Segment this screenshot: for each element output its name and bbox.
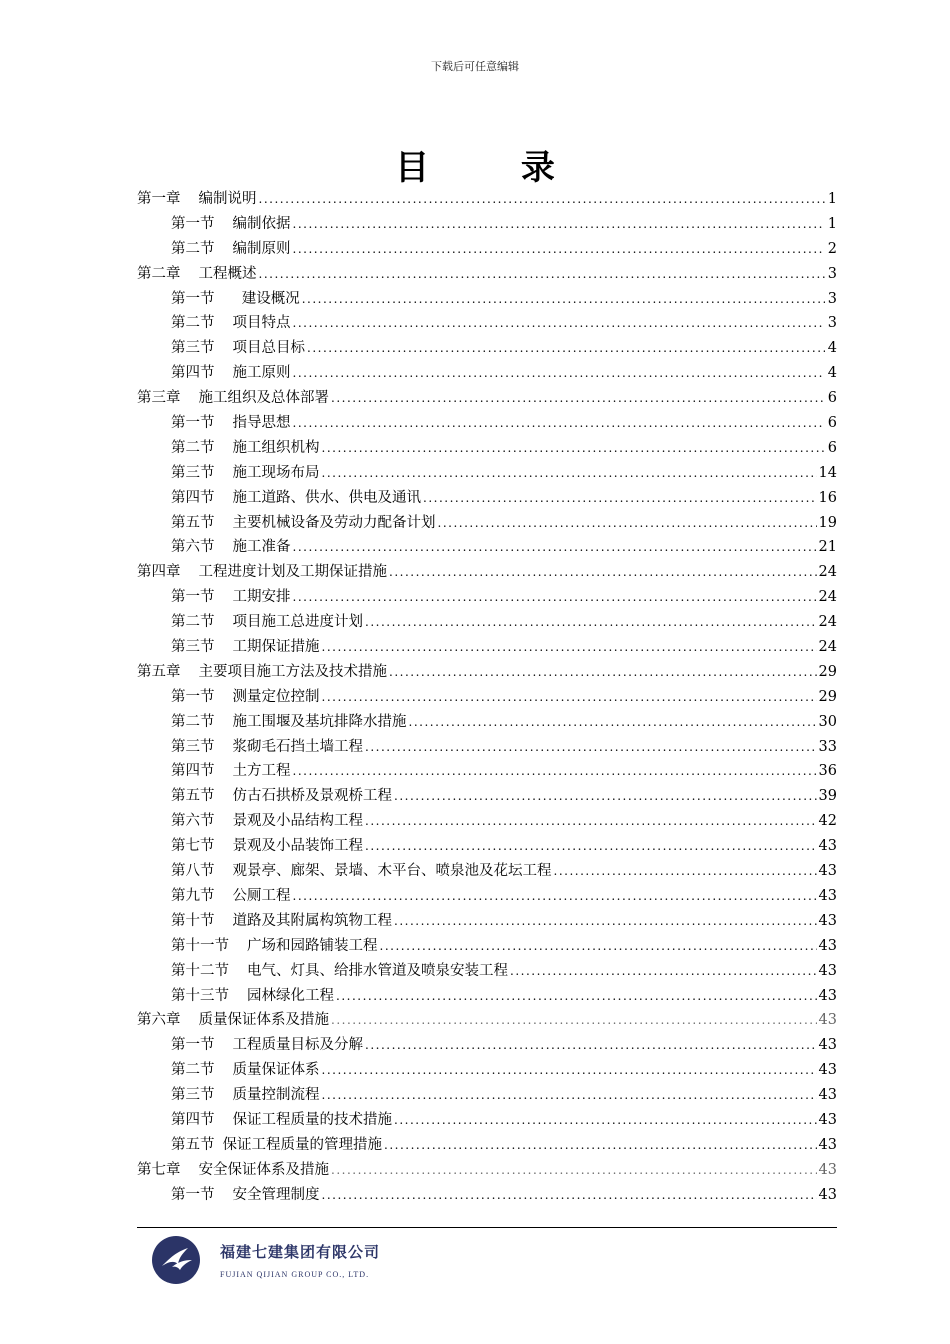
toc-chapter-row[interactable]	[137, 660, 837, 685]
toc-entry-label	[171, 1083, 320, 1104]
toc-entry-title: 施工组织机构	[232, 439, 320, 456]
toc-dot-leader	[365, 839, 817, 853]
toc-dot-leader	[322, 1063, 817, 1077]
toc-entry-number: 第一节	[171, 589, 215, 606]
toc-section-row[interactable]	[137, 685, 837, 710]
toc-dot-leader	[293, 217, 826, 231]
toc-entry-title: 项目特点	[232, 315, 291, 332]
toc-dot-leader	[293, 416, 826, 430]
toc-entry-number: 第五章	[137, 663, 181, 680]
toc-page-number: 43	[818, 1136, 837, 1153]
toc-page-number: 1	[827, 215, 837, 232]
toc-section-row[interactable]	[137, 535, 837, 560]
header-note: 下载后可任意编辑	[431, 60, 519, 73]
toc-entry-number: 第三节	[171, 1087, 215, 1104]
toc-dot-leader	[293, 366, 826, 380]
toc-page-number: 24	[818, 589, 837, 606]
toc-section-row[interactable]	[137, 834, 837, 859]
toc-dot-leader	[394, 914, 817, 928]
toc-entry-title: 测量定位控制	[232, 688, 320, 705]
toc-entry-title: 公厕工程	[232, 887, 291, 904]
footer	[152, 1236, 380, 1284]
toc-entry-label	[171, 461, 320, 482]
toc-entry-number: 第二节	[171, 713, 215, 730]
toc-page-number: 43	[818, 1087, 837, 1104]
toc-section-row[interactable]	[137, 784, 837, 809]
toc-entry-label	[171, 212, 291, 233]
toc-entry-number: 第五节	[171, 514, 215, 531]
toc-entry-number: 第二节	[171, 1062, 215, 1079]
toc-section-row[interactable]	[137, 610, 837, 635]
toc-entry-label	[137, 660, 387, 681]
toc-section-row[interactable]	[137, 212, 837, 237]
toc-entry-number: 第一节	[171, 290, 215, 307]
toc-section-row[interactable]	[137, 1033, 837, 1058]
toc-entry-number: 第二节	[171, 439, 215, 456]
toc-section-row[interactable]	[137, 1083, 837, 1108]
toc-page-number: 14	[818, 464, 837, 481]
toc-entry-label	[171, 834, 363, 855]
toc-section-row[interactable]	[137, 759, 837, 784]
toc-dot-leader	[510, 964, 817, 978]
toc-dot-leader	[365, 740, 817, 754]
toc-entry-label	[171, 287, 300, 308]
toc-entry-number: 第八节	[171, 863, 215, 880]
toc-page-number: 43	[818, 887, 837, 904]
toc-dot-leader	[409, 715, 817, 729]
toc-entry-title: 建设概况	[232, 290, 300, 307]
toc-entry-number: 第十三节	[171, 987, 229, 1004]
toc-entry-label	[171, 635, 320, 656]
toc-entry-number: 第十一节	[171, 937, 229, 954]
toc-section-row[interactable]	[137, 411, 837, 436]
toc-dot-leader	[331, 1013, 817, 1027]
toc-entry-label	[137, 262, 257, 283]
toc-section-row[interactable]	[137, 909, 837, 934]
toc-entry-title: 景观及小品结构工程	[232, 813, 363, 830]
toc-entry-title: 仿古石拱桥及景观桥工程	[232, 788, 392, 805]
toc-dot-leader	[365, 1038, 817, 1052]
toc-dot-leader	[331, 1163, 817, 1177]
toc-entry-label	[171, 809, 363, 830]
toc-dot-leader	[322, 466, 817, 480]
toc-entry-label	[171, 859, 552, 880]
toc-entry-label	[171, 436, 320, 457]
toc-page-number: 19	[818, 514, 837, 531]
toc-entry-title: 广场和园路铺装工程	[247, 937, 378, 954]
toc-entry-number: 第九节	[171, 887, 215, 904]
toc-entry-title: 安全保证体系及措施	[198, 1161, 329, 1178]
toc-entry-title: 施工组织及总体部署	[198, 390, 329, 407]
toc-dot-leader	[322, 441, 826, 455]
toc-section-row[interactable]	[137, 859, 837, 884]
toc-dot-leader	[302, 292, 825, 306]
toc-entry-title: 工期保证措施	[232, 639, 320, 656]
toc-section-row[interactable]	[137, 1183, 837, 1208]
toc-entry-label	[171, 411, 291, 432]
toc-entry-number: 第十节	[171, 912, 215, 929]
toc-section-row[interactable]	[137, 984, 837, 1009]
toc-entry-number: 第七章	[137, 1161, 181, 1178]
toc-entry-title: 保证工程质量的技术措施	[232, 1111, 392, 1128]
toc-entry-title: 土方工程	[232, 763, 291, 780]
toc-section-row[interactable]	[137, 1058, 837, 1083]
toc-entry-label	[171, 1033, 363, 1054]
toc-entry-label	[171, 909, 392, 930]
toc-dot-leader	[394, 789, 817, 803]
toc-entry-label	[171, 237, 291, 258]
toc-entry-label	[171, 1183, 320, 1204]
toc-dot-leader	[423, 491, 817, 505]
toc-entry-title: 项目总目标	[232, 340, 305, 357]
toc-entry-title: 施工道路、供水、供电及通讯	[232, 489, 421, 506]
toc-entry-title: 质量保证体系	[232, 1062, 320, 1079]
toc-entry-number: 第三节	[171, 639, 215, 656]
toc-entry-title: 工程概述	[198, 265, 257, 282]
toc-section-row[interactable]	[137, 585, 837, 610]
toc-entry-number: 第一节	[171, 215, 215, 232]
toc-page-number: 43	[818, 912, 837, 929]
toc-dot-leader	[259, 267, 826, 281]
toc-entry-number: 第一节	[171, 1037, 215, 1054]
toc-page-number: 43	[818, 962, 837, 979]
company-name-en: FUJIAN QIJIAN GROUP CO., LTD.	[220, 1270, 370, 1279]
toc-entry-label	[171, 511, 436, 532]
toc-page-number: 43	[818, 1161, 837, 1178]
toc-entry-number: 第三节	[171, 464, 215, 481]
toc-entry-title: 工程质量目标及分解	[232, 1037, 363, 1054]
toc-entry-number: 第三章	[137, 390, 181, 407]
toc-entry-label	[171, 361, 291, 382]
toc-entry-number: 第一节	[171, 415, 215, 432]
toc-section-row[interactable]	[137, 436, 837, 461]
toc-entry-number: 第一节	[171, 688, 215, 705]
toc-dot-leader	[293, 889, 817, 903]
toc-entry-label	[171, 934, 378, 955]
toc-entry-number: 第四节	[171, 489, 215, 506]
toc-entry-label	[137, 187, 257, 208]
toc-entry-label	[137, 560, 387, 581]
toc-entry-number: 第二章	[137, 265, 181, 282]
toc-entry-title: 工程进度计划及工期保证措施	[198, 564, 387, 581]
toc-section-row[interactable]	[137, 710, 837, 735]
toc-chapter-row[interactable]	[137, 1008, 837, 1033]
toc-entry-title: 电气、灯具、给排水管道及喷泉安装工程	[247, 962, 508, 979]
toc-entry-label	[171, 710, 407, 731]
toc-entry-number: 第六节	[171, 539, 215, 556]
toc-entry-number: 第三节	[171, 738, 215, 755]
toc-entry-label	[171, 784, 392, 805]
toc-entry-title: 主要机械设备及劳动力配备计划	[232, 514, 436, 531]
toc-entry-title: 质量控制流程	[232, 1087, 320, 1104]
toc-entry-title: 浆砌毛石挡土墙工程	[232, 738, 363, 755]
toc-section-row[interactable]	[137, 735, 837, 760]
toc-section-row[interactable]	[137, 486, 837, 511]
bird-logo-icon	[152, 1236, 200, 1284]
toc-page-number: 43	[818, 1111, 837, 1128]
toc-dot-leader	[293, 590, 817, 604]
toc-dot-leader	[389, 665, 817, 679]
toc-page-number: 43	[818, 1186, 837, 1203]
toc-dot-leader	[554, 864, 817, 878]
toc-page-number: 33	[818, 738, 837, 755]
toc-dot-leader	[307, 341, 825, 355]
toc-page-number: 30	[818, 713, 837, 730]
toc-dot-leader	[322, 1188, 817, 1202]
toc-entry-number: 第二节	[171, 240, 215, 257]
toc-chapter-row[interactable]	[137, 386, 837, 411]
toc-entry-title: 编制依据	[232, 215, 291, 232]
toc-entry-title: 编制说明	[198, 191, 257, 207]
toc-entry-label	[137, 1008, 329, 1029]
toc-page-number: 36	[818, 763, 837, 780]
toc-page-number: 4	[827, 340, 837, 357]
toc-entry-number: 第二节	[171, 614, 215, 631]
toc-entry-label	[171, 311, 291, 332]
toc-page-number: 43	[818, 863, 837, 880]
toc-section-row[interactable]	[137, 361, 837, 386]
toc-entry-number: 第三节	[171, 340, 215, 357]
toc-entry-label	[171, 959, 508, 980]
toc-page-number: 2	[827, 240, 837, 257]
toc-chapter-row[interactable]	[137, 262, 837, 287]
toc-entry-title: 主要项目施工方法及技术措施	[198, 663, 387, 680]
toc-entry-number: 第六节	[171, 813, 215, 830]
toc-dot-leader	[438, 516, 817, 530]
toc-page-number: 24	[818, 564, 837, 581]
toc-dot-leader	[394, 1113, 817, 1127]
toc-entry-title: 施工准备	[232, 539, 291, 556]
toc-entry-number: 第七节	[171, 838, 215, 855]
toc-page-number: 16	[818, 489, 837, 506]
toc-entry-label	[171, 535, 291, 556]
toc-entry-title: 工期安排	[232, 589, 291, 606]
toc-entry-number: 第五节	[171, 788, 215, 805]
footer-divider	[137, 1227, 837, 1228]
toc-page-number: 43	[818, 1037, 837, 1054]
toc-section-row[interactable]	[137, 884, 837, 909]
page-title: 目 录	[395, 148, 595, 188]
toc-page-number: 24	[818, 614, 837, 631]
toc-page-number: 43	[818, 1012, 837, 1029]
toc-dot-leader	[389, 565, 817, 579]
toc-page-number: 6	[827, 439, 837, 456]
toc-entry-title: 施工围堰及基坑排降水措施	[232, 713, 407, 730]
toc-dot-leader	[365, 814, 817, 828]
toc-entry-title: 观景亭、廊架、景墙、木平台、喷泉池及花坛工程	[232, 863, 552, 880]
toc-section-row[interactable]	[137, 1133, 837, 1158]
toc-entry-label	[171, 735, 363, 756]
toc-section-row[interactable]	[137, 237, 837, 262]
company-name-cn: 福建七建集团有限公司	[220, 1243, 381, 1261]
toc-section-row[interactable]	[137, 959, 837, 984]
toc-entry-title: 项目施工总进度计划	[232, 614, 363, 631]
toc-entry-label	[171, 1058, 320, 1079]
toc-entry-title: 指导思想	[232, 415, 291, 432]
toc-page-number: 43	[818, 838, 837, 855]
toc-entry-label	[171, 884, 291, 905]
toc-page-number: 39	[818, 788, 837, 805]
toc-page-number: 3	[827, 315, 837, 332]
toc-chapter-row[interactable]	[137, 560, 837, 585]
toc-page-number: 6	[827, 415, 837, 432]
toc-dot-leader	[322, 640, 817, 654]
toc-page-number: 43	[818, 987, 837, 1004]
toc-dot-leader	[336, 989, 817, 1003]
toc-entry-label	[171, 685, 320, 706]
toc-entry-number: 第四节	[171, 1111, 215, 1128]
toc-page-number: 6	[827, 390, 837, 407]
toc-page-number: 24	[818, 639, 837, 656]
toc-entry-title: 保证工程质量的管理措施	[222, 1136, 382, 1153]
toc-page-number: 1	[827, 191, 837, 207]
toc-entry-number: 第四节	[171, 365, 215, 382]
toc-section-row[interactable]	[137, 336, 837, 361]
company-block	[220, 1241, 380, 1279]
toc-page-number: 29	[818, 688, 837, 705]
table-of-contents	[137, 187, 837, 1208]
toc-entry-number: 第五节	[171, 1136, 215, 1153]
toc-dot-leader	[331, 391, 825, 405]
toc-entry-number: 第四章	[137, 564, 181, 581]
toc-dot-leader	[322, 690, 817, 704]
toc-dot-leader	[293, 242, 826, 256]
toc-page-number: 42	[818, 813, 837, 830]
toc-page-number: 43	[818, 937, 837, 954]
toc-entry-title: 施工原则	[232, 365, 291, 382]
toc-section-row[interactable]	[137, 635, 837, 660]
toc-page-number: 21	[818, 539, 837, 556]
toc-section-row[interactable]	[137, 809, 837, 834]
toc-section-row[interactable]	[137, 287, 837, 312]
toc-chapter-row[interactable]	[137, 187, 837, 212]
toc-entry-number: 第一节	[171, 1186, 215, 1203]
toc-entry-title: 施工现场布局	[232, 464, 320, 481]
toc-section-row[interactable]	[137, 1108, 837, 1133]
toc-entry-label	[171, 610, 363, 631]
toc-entry-label	[171, 486, 421, 507]
toc-chapter-row[interactable]	[137, 1158, 837, 1183]
toc-dot-leader	[293, 540, 817, 554]
toc-page-number: 3	[827, 265, 837, 282]
toc-entry-label	[137, 1158, 329, 1179]
toc-entry-title: 编制原则	[232, 240, 291, 257]
toc-entry-number: 第四节	[171, 763, 215, 780]
toc-dot-leader	[384, 1138, 817, 1152]
toc-entry-label	[171, 336, 305, 357]
toc-entry-title: 道路及其附属构筑物工程	[232, 912, 392, 929]
toc-dot-leader	[322, 1088, 817, 1102]
toc-entry-number: 第二节	[171, 315, 215, 332]
toc-entry-label	[171, 585, 291, 606]
toc-entry-number: 第十二节	[171, 962, 229, 979]
toc-dot-leader	[380, 939, 817, 953]
toc-page-number: 43	[818, 1062, 837, 1079]
toc-entry-number: 第六章	[137, 1012, 181, 1029]
toc-entry-title: 安全管理制度	[232, 1186, 320, 1203]
toc-entry-title: 园林绿化工程	[247, 987, 334, 1004]
toc-dot-leader	[293, 764, 817, 778]
toc-page-number: 29	[818, 663, 837, 680]
toc-entry-label	[171, 1133, 382, 1154]
toc-page-number: 3	[827, 290, 837, 307]
toc-entry-title: 景观及小品装饰工程	[232, 838, 363, 855]
toc-dot-leader	[365, 615, 817, 629]
toc-entry-title: 质量保证体系及措施	[198, 1012, 329, 1029]
toc-entry-label	[171, 984, 334, 1005]
toc-page-number: 4	[827, 365, 837, 382]
toc-section-row[interactable]	[137, 511, 837, 536]
toc-section-row[interactable]	[137, 461, 837, 486]
toc-entry-label	[171, 1108, 392, 1129]
toc-section-row[interactable]	[137, 311, 837, 336]
toc-section-row[interactable]	[137, 934, 837, 959]
toc-entry-label	[171, 759, 291, 780]
toc-dot-leader	[259, 192, 826, 206]
toc-entry-label	[137, 386, 329, 407]
bird-logo-graphic	[152, 1236, 200, 1284]
toc-dot-leader	[293, 316, 826, 330]
toc-entry-number: 第一章	[137, 191, 181, 207]
